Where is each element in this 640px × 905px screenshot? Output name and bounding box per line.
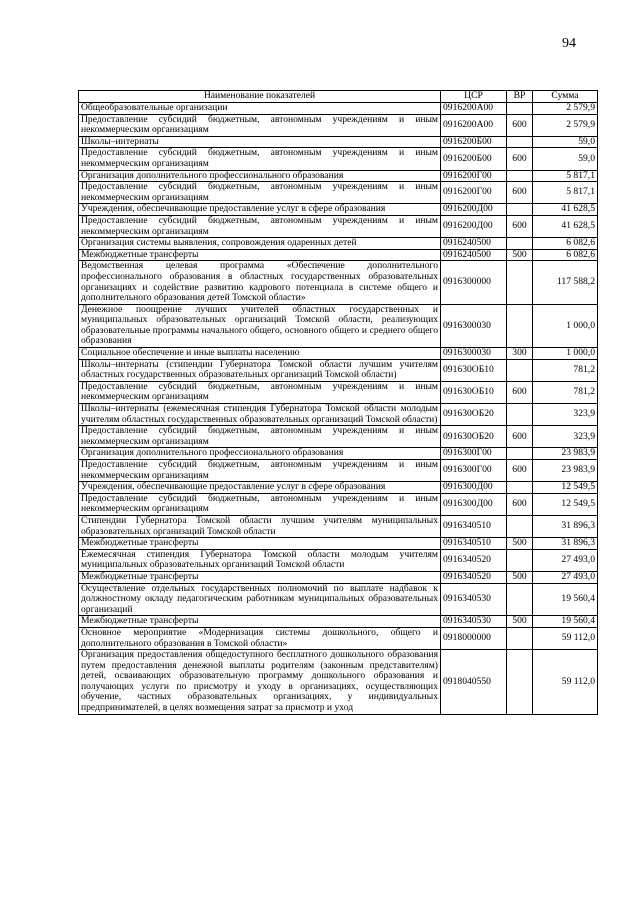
cell-sum: 19 560,4 xyxy=(533,583,598,616)
cell-sum: 1 000,0 xyxy=(533,348,598,360)
cell-sum: 6 082,6 xyxy=(533,238,598,250)
cell-csr: 0916300Д00 xyxy=(441,482,507,494)
cell-vr xyxy=(507,482,533,494)
table-row xyxy=(79,515,598,537)
table-row xyxy=(79,404,598,426)
cell-sum: 31 896,3 xyxy=(533,515,598,537)
cell-name: Социальное обеспечение и иные выплаты населению xyxy=(79,348,441,360)
cell-vr xyxy=(507,170,533,182)
table-row xyxy=(79,448,598,460)
cell-name: Предоставление субсидий бюджетным, автономным учреждениям и иным некоммерческим организациям xyxy=(79,426,441,448)
cell-name: Предоставление субсидий бюджетным, автономным учреждениям и иным некоммерческим организациям xyxy=(79,460,441,482)
cell-csr: 0916200А00 xyxy=(441,103,507,115)
cell-csr: 0916300030 xyxy=(441,304,507,347)
cell-name: Предоставление субсидий бюджетным, автономным учреждениям и иным некоммерческим организациям xyxy=(79,148,441,170)
cell-name: Ежемесячная стипендия Губернатора Томской области молодым учителям муниципальных образовательных организаций Томской области xyxy=(79,549,441,571)
table-row xyxy=(79,571,598,583)
cell-csr: 0916340520 xyxy=(441,549,507,571)
cell-sum: 12 549,5 xyxy=(533,493,598,515)
cell-csr: 0916300Г00 xyxy=(441,448,507,460)
cell-csr: 0916300Г00 xyxy=(441,460,507,482)
cell-sum: 27 493,0 xyxy=(533,549,598,571)
cell-csr: 0918000000 xyxy=(441,627,507,649)
cell-csr: 0916240500 xyxy=(441,249,507,261)
cell-name: Межбюджетные трансферты xyxy=(79,571,441,583)
cell-vr: 600 xyxy=(507,215,533,237)
cell-vr: 500 xyxy=(507,538,533,550)
cell-sum: 59,0 xyxy=(533,136,598,148)
cell-csr: 0916340530 xyxy=(441,583,507,616)
cell-csr: 0918040550 xyxy=(441,650,507,715)
table-row xyxy=(79,249,598,261)
table-row xyxy=(79,204,598,216)
table-row xyxy=(79,381,598,403)
cell-vr xyxy=(507,103,533,115)
cell-csr: 0916200Г00 xyxy=(441,182,507,204)
table-row xyxy=(79,359,598,381)
cell-name: Предоставление субсидий бюджетным, автономным учреждениям и иным некоммерческим организациям xyxy=(79,182,441,204)
cell-vr: 500 xyxy=(507,249,533,261)
cell-name: Школы–интернаты xyxy=(79,136,441,148)
cell-name: Организация предоставления общедоступного бесплатного дошкольного образования путем предоставления денежной выплаты родителям (законным представителям) детей, осваивающих образовательную программу дошкольного образования и получающих услуги по присмотру и уходу в организациях, осуществляющих обучение, частных образовательных организациях, у индивидуальных предпринимателей, в целях возмещения затрат за присмотр и уход xyxy=(79,650,441,715)
cell-sum: 23 983,9 xyxy=(533,448,598,460)
cell-sum: 59,0 xyxy=(533,148,598,170)
cell-csr: 0916300000 xyxy=(441,261,507,304)
cell-vr xyxy=(507,583,533,616)
table-row xyxy=(79,538,598,550)
cell-sum: 781,2 xyxy=(533,381,598,403)
cell-sum: 27 493,0 xyxy=(533,571,598,583)
cell-sum: 323,9 xyxy=(533,404,598,426)
cell-vr xyxy=(507,204,533,216)
cell-csr: 0916340510 xyxy=(441,538,507,550)
cell-sum: 1 000,0 xyxy=(533,304,598,347)
cell-name: Ведомственная целевая программа «Обеспечение дополнительного профессионального образования в областных государственных образовательных организациях и содействие развитию кадрового потенциала в системе общего и дополнительного образования детей Томской области» xyxy=(79,261,441,304)
cell-vr: 600 xyxy=(507,426,533,448)
cell-csr: 0916200Д00 xyxy=(441,204,507,216)
table-row xyxy=(79,549,598,571)
cell-name: Предоставление субсидий бюджетным, автономным учреждениям и иным некоммерческим организациям xyxy=(79,381,441,403)
table-row xyxy=(79,616,598,628)
cell-name: Учреждения, обеспечивающие предоставление услуг в сфере образования xyxy=(79,482,441,494)
header-csr: ЦСР xyxy=(441,91,507,103)
budget-table xyxy=(78,90,598,715)
cell-csr: 0916300030 xyxy=(441,348,507,360)
header-vr: ВР xyxy=(507,91,533,103)
cell-csr: 0916200Б00 xyxy=(441,136,507,148)
cell-vr xyxy=(507,549,533,571)
table-row xyxy=(79,304,598,347)
cell-vr xyxy=(507,238,533,250)
table-body xyxy=(79,103,598,715)
cell-csr: 0916200А00 xyxy=(441,114,507,136)
cell-vr: 600 xyxy=(507,182,533,204)
cell-name: Школы–интернаты (стипендии Губернатора Томской области лучшим учителям областных государственных образовательных организаций Томской области) xyxy=(79,359,441,381)
cell-sum: 2 579,9 xyxy=(533,103,598,115)
cell-vr xyxy=(507,359,533,381)
cell-vr: 500 xyxy=(507,616,533,628)
cell-name: Предоставление субсидий бюджетным, автономным учреждениям и иным некоммерческим организациям xyxy=(79,493,441,515)
cell-csr: 0916200Г00 xyxy=(441,170,507,182)
cell-vr: 600 xyxy=(507,148,533,170)
cell-csr: 0916200Д00 xyxy=(441,215,507,237)
table-row xyxy=(79,426,598,448)
cell-sum: 6 082,6 xyxy=(533,249,598,261)
table-row xyxy=(79,493,598,515)
table-header-row xyxy=(79,91,598,103)
cell-vr xyxy=(507,136,533,148)
cell-vr: 600 xyxy=(507,114,533,136)
cell-sum: 31 896,3 xyxy=(533,538,598,550)
cell-name: Межбюджетные трансферты xyxy=(79,538,441,550)
table-row xyxy=(79,627,598,649)
table-row xyxy=(79,215,598,237)
cell-sum: 323,9 xyxy=(533,426,598,448)
cell-name: Межбюджетные трансферты xyxy=(79,249,441,261)
cell-sum: 5 817,1 xyxy=(533,182,598,204)
cell-name: Основное мероприятие «Модернизация системы дошкольного, общего и дополнительного образования в Томской области» xyxy=(79,627,441,649)
cell-sum: 59 112,0 xyxy=(533,627,598,649)
cell-name: Организация системы выявления, сопровождения одаренных детей xyxy=(79,238,441,250)
cell-vr: 300 xyxy=(507,348,533,360)
cell-vr xyxy=(507,261,533,304)
table-row xyxy=(79,170,598,182)
cell-name: Учреждения, обеспечивающие предоставление услуг в сфере образования xyxy=(79,204,441,216)
table-row xyxy=(79,583,598,616)
cell-name: Организация дополнительного профессионального образования xyxy=(79,170,441,182)
cell-vr xyxy=(507,448,533,460)
cell-vr: 600 xyxy=(507,381,533,403)
cell-sum: 59 112,0 xyxy=(533,650,598,715)
table-row xyxy=(79,238,598,250)
cell-csr: 0916340510 xyxy=(441,515,507,537)
cell-sum: 781,2 xyxy=(533,359,598,381)
table-row xyxy=(79,348,598,360)
cell-vr xyxy=(507,627,533,649)
cell-vr: 600 xyxy=(507,460,533,482)
table-row xyxy=(79,182,598,204)
cell-csr: 091630ОБ10 xyxy=(441,381,507,403)
cell-csr: 0916240500 xyxy=(441,238,507,250)
page-number: 94 xyxy=(562,36,576,51)
cell-name: Межбюджетные трансферты xyxy=(79,616,441,628)
cell-sum: 41 628,5 xyxy=(533,204,598,216)
cell-name: Денежное поощрение лучших учителей областных государственных и муниципальных образовательных организаций Томской области, реализующих образовательные программы начального общего, основного общего и среднего общего образования xyxy=(79,304,441,347)
cell-sum: 19 560,4 xyxy=(533,616,598,628)
cell-name: Осуществление отдельных государственных полномочий по выплате надбавок к должностному окладу педагогическим работникам муниципальных образовательных организаций xyxy=(79,583,441,616)
header-name: Наименование показателей xyxy=(79,91,441,103)
cell-name: Предоставление субсидий бюджетным, автономным учреждениям и иным некоммерческим организациям xyxy=(79,114,441,136)
cell-sum: 23 983,9 xyxy=(533,460,598,482)
cell-sum: 5 817,1 xyxy=(533,170,598,182)
cell-name: Школы–интернаты (ежемесячная стипендия Губернатора Томской области молодым учителям областных государственных образовательных организаций Томской области) xyxy=(79,404,441,426)
cell-vr xyxy=(507,515,533,537)
table-row xyxy=(79,460,598,482)
table-row xyxy=(79,650,598,715)
cell-csr: 0916340530 xyxy=(441,616,507,628)
cell-name: Предоставление субсидий бюджетным, автономным учреждениям и иным некоммерческим организациям xyxy=(79,215,441,237)
header-sum: Сумма xyxy=(533,91,598,103)
cell-vr: 600 xyxy=(507,493,533,515)
cell-csr: 0916340520 xyxy=(441,571,507,583)
cell-vr: 500 xyxy=(507,571,533,583)
cell-name: Общеобразовательные организации xyxy=(79,103,441,115)
table-row xyxy=(79,114,598,136)
cell-csr: 091630ОБ10 xyxy=(441,359,507,381)
cell-vr xyxy=(507,650,533,715)
cell-csr: 091630ОБ20 xyxy=(441,426,507,448)
cell-csr: 0916200Б00 xyxy=(441,148,507,170)
table-row xyxy=(79,482,598,494)
table-row xyxy=(79,136,598,148)
cell-sum: 41 628,5 xyxy=(533,215,598,237)
cell-name: Организация дополнительного профессионального образования xyxy=(79,448,441,460)
cell-sum: 12 549,5 xyxy=(533,482,598,494)
cell-sum: 2 579,9 xyxy=(533,114,598,136)
cell-vr xyxy=(507,304,533,347)
cell-name: Стипендии Губернатора Томской области лучшим учителям муниципальных образовательных организаций Томской области xyxy=(79,515,441,537)
cell-vr xyxy=(507,404,533,426)
table-row xyxy=(79,261,598,304)
cell-csr: 0916300Д00 xyxy=(441,493,507,515)
cell-sum: 117 588,2 xyxy=(533,261,598,304)
table-row xyxy=(79,103,598,115)
cell-csr: 091630ОБ20 xyxy=(441,404,507,426)
table-row xyxy=(79,148,598,170)
